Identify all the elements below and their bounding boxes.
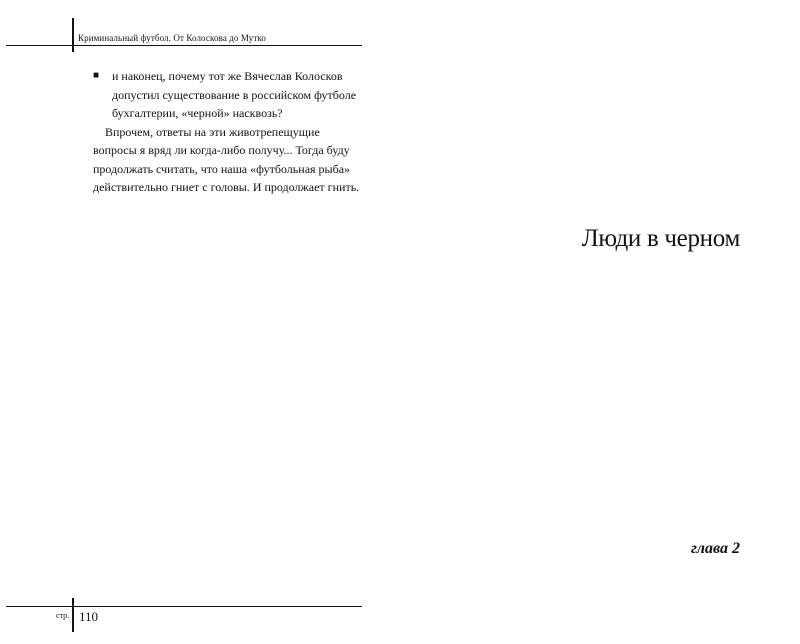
- paragraph: [93, 123, 365, 197]
- body-text: [93, 67, 365, 197]
- running-head: Криминальный футбол. От Колоскова до Мутко: [78, 33, 267, 43]
- bullet-text: и наконец, почему тот же Вячеслав Колосков допустил существование в российском футболе бухгалтерии, «черной» насквозь?: [112, 69, 357, 120]
- header-vertical-rule: [72, 18, 74, 52]
- chapter-label: глава 2: [691, 540, 740, 557]
- bullet-item: [93, 67, 365, 123]
- bullet-square-icon: ■: [93, 70, 100, 81]
- footer-vertical-rule: [72, 598, 74, 632]
- page-label: стр.: [56, 611, 70, 620]
- chapter-title: Люди в черном: [581, 225, 740, 252]
- paragraph-text: Впрочем, ответы на эти животрепещущие вопросы я вряд ли когда-либо получу... Тогда буду продолжать считать, что наша «футбольная рыба» действительно гниет с головы.: [93, 124, 351, 194]
- footer-horizontal-rule: [6, 606, 362, 607]
- header-horizontal-rule: [6, 45, 362, 46]
- paragraph-continuation: И продолжает гнить.: [252, 180, 360, 194]
- page-number: 110: [79, 609, 99, 624]
